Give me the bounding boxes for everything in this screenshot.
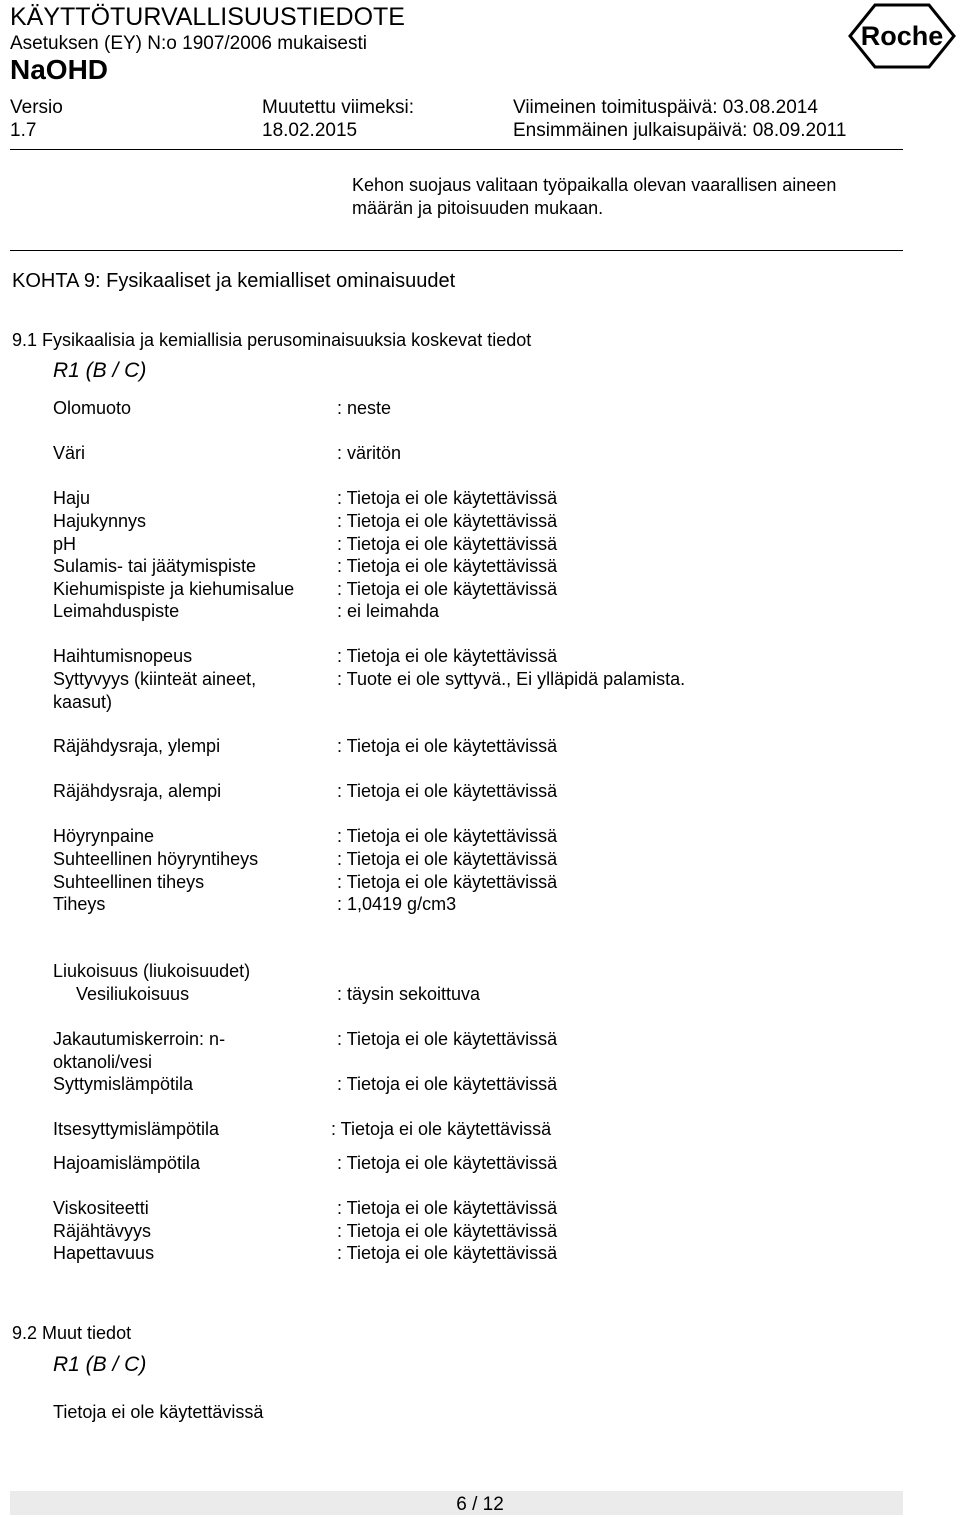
section-divider [10,250,903,251]
property-value: : Tietoja ei ole käytettävissä [337,646,558,666]
property-value: : Tietoja ei ole käytettävissä [337,849,558,869]
regulation-reference: Asetuksen (EY) N:o 1907/2006 mukaisesti [10,33,367,54]
property-value: : Tietoja ei ole käytettävissä [337,1153,558,1173]
property-label: Haju [53,488,91,508]
latest-issue-date: Viimeinen toimituspäivä: 03.08.2014 [513,97,818,118]
other-info-text: Tietoja ei ole käytettävissä [53,1402,264,1422]
property-label: Tiheys [53,894,106,914]
property-label: Väri [53,443,86,463]
property-label: Kiehumispiste ja kiehumisalue [53,579,295,599]
property-label: Sulamis- tai jäätymispiste [53,556,257,576]
property-label: Haihtumisnopeus [53,646,193,666]
property-label: Vesiliukoisuus [76,984,190,1004]
property-value: : Tietoja ei ole käytettävissä [337,579,558,599]
property-value: : väritön [337,443,402,463]
property-label: Räjähtävyys [53,1221,152,1241]
property-label: Olomuoto [53,398,132,418]
property-value: : Tietoja ei ole käytettävissä [337,1074,558,1094]
r1-label: R1 (B / C) [53,359,147,382]
subsection-9-1-heading: 9.1 Fysikaalisia ja kemiallisia perusominaisuuksia koskevat tiedot [12,330,532,350]
property-label: Leimahduspiste [53,601,180,621]
property-value: : Tietoja ei ole käytettävissä [337,1198,558,1218]
property-value: : Tietoja ei ole käytettävissä [337,511,558,531]
intro-line-2: määrän ja pitoisuuden mukaan. [352,198,604,218]
property-value: : ei leimahda [337,601,440,621]
page-number: 6 / 12 [456,1494,504,1515]
property-value: : täysin sekoittuva [337,984,481,1004]
property-value: : Tietoja ei ole käytettävissä [337,488,558,508]
property-label-continued: oktanoli/vesi [53,1052,153,1072]
modified-label: Muutettu viimeksi: [262,97,415,118]
subsection-9-2-heading: 9.2 Muut tiedot [12,1323,132,1343]
property-value: : Tietoja ei ole käytettävissä [337,1029,558,1049]
property-label: Höyrynpaine [53,826,155,846]
property-label: Syttymislämpötila [53,1074,194,1094]
property-value: : Tietoja ei ole käytettävissä [337,826,558,846]
property-label: Räjähdysraja, ylempi [53,736,221,756]
property-label: Viskositeetti [53,1198,149,1218]
property-label: Hapettavuus [53,1243,155,1263]
first-issue-date: Ensimmäinen julkaisupäivä: 08.09.2011 [513,120,847,141]
document-title: KÄYTTÖTURVALLISUUSTIEDOTE [10,3,405,31]
property-value: : Tietoja ei ole käytettävissä [337,1243,558,1263]
r1-label-2: R1 (B / C) [53,1353,147,1376]
property-value: : neste [337,398,392,418]
property-value: : Tuote ei ole syttyvä., Ei ylläpidä palamista. [337,669,686,689]
property-value: : Tietoja ei ole käytettävissä [337,534,558,554]
property-value: : Tietoja ei ole käytettävissä [337,736,558,756]
property-label: Jakautumiskerroin: n- [53,1029,226,1049]
product-name: NaOHD [10,54,109,85]
property-label-continued: kaasut) [53,692,113,712]
property-value: : Tietoja ei ole käytettävissä [337,781,558,801]
header-divider [10,149,903,150]
property-value: : Tietoja ei ole käytettävissä [337,556,558,576]
property-label: Liukoisuus (liukoisuudet) [53,961,251,981]
property-label: Räjähdysraja, alempi [53,781,222,801]
property-value: : Tietoja ei ole käytettävissä [331,1119,552,1139]
property-label: Suhteellinen tiheys [53,872,205,892]
intro-line-1: Kehon suojaus valitaan työpaikalla olevan vaarallisen aineen [352,175,837,195]
property-value: : Tietoja ei ole käytettävissä [337,872,558,892]
property-label: pH [53,534,77,554]
section-heading: KOHTA 9: Fysikaaliset ja kemialliset ominaisuudet [12,270,456,292]
modified-value: 18.02.2015 [262,120,358,141]
property-label: Itsesyttymislämpötila [53,1119,220,1139]
property-value: : 1,0419 g/cm3 [337,894,457,914]
property-label: Suhteellinen höyryntiheys [53,849,259,869]
roche-logo-text: Roche [860,21,944,51]
property-value: : Tietoja ei ole käytettävissä [337,1221,558,1241]
property-label: Hajukynnys [53,511,147,531]
roche-logo [848,3,956,69]
property-label: Hajoamislämpötila [53,1153,201,1173]
property-label: Syttyvyys (kiinteät aineet, [53,669,257,689]
version-label: Versio [10,97,63,118]
version-value: 1.7 [10,120,37,141]
